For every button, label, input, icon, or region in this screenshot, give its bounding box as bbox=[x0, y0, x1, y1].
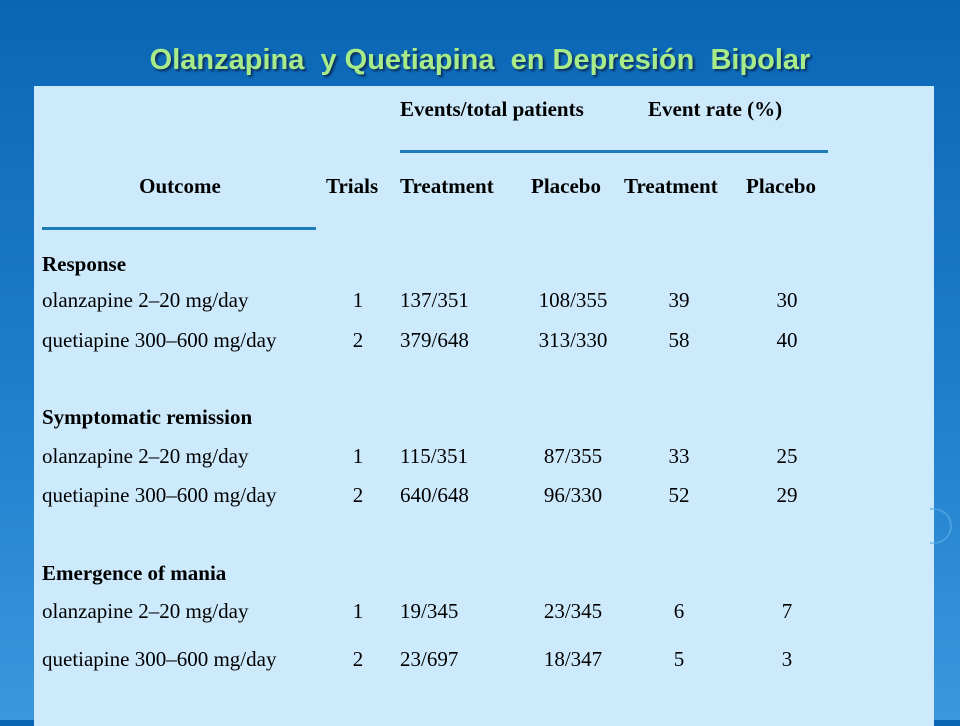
col-header-events-placebo: Placebo bbox=[531, 174, 601, 198]
group-header-rate: Event rate (%) bbox=[648, 97, 783, 121]
row-events-placebo: 96/330 bbox=[543, 483, 603, 507]
row-outcome: olanzapine 2–20 mg/day bbox=[42, 444, 249, 468]
row-rate-placebo: 30 bbox=[776, 288, 798, 312]
row-rate-placebo: 25 bbox=[776, 444, 798, 468]
row-rate-treatment: 58 bbox=[668, 328, 690, 352]
row-trials: 2 bbox=[352, 647, 364, 671]
table-panel bbox=[34, 86, 934, 726]
row-trials: 2 bbox=[352, 328, 364, 352]
row-rate-placebo: 29 bbox=[776, 483, 798, 507]
row-rate-placebo: 7 bbox=[781, 599, 793, 623]
row-trials: 1 bbox=[352, 599, 364, 623]
row-trials: 1 bbox=[352, 444, 364, 468]
row-events-placebo: 313/330 bbox=[538, 328, 608, 352]
decorative-arc-icon bbox=[930, 508, 952, 544]
section-label-response: Response bbox=[42, 252, 127, 276]
group-header-events: Events/total patients bbox=[400, 97, 584, 121]
col-header-events-treatment: Treatment bbox=[400, 174, 494, 198]
row-events-treatment: 23/697 bbox=[400, 647, 459, 671]
header-rule-events bbox=[400, 150, 828, 153]
row-rate-treatment: 6 bbox=[673, 599, 685, 623]
slide-title: Olanzapina y Quetiapina en Depresión Bipolar bbox=[149, 44, 811, 76]
row-rate-treatment: 39 bbox=[668, 288, 690, 312]
header-rule-outcome bbox=[42, 227, 316, 230]
row-events-treatment: 19/345 bbox=[400, 599, 459, 623]
row-outcome: quetiapine 300–600 mg/day bbox=[42, 483, 277, 507]
row-events-placebo: 18/347 bbox=[543, 647, 603, 671]
row-outcome: olanzapine 2–20 mg/day bbox=[42, 599, 249, 623]
row-outcome: quetiapine 300–600 mg/day bbox=[42, 328, 277, 352]
row-rate-treatment: 5 bbox=[673, 647, 685, 671]
row-outcome: olanzapine 2–20 mg/day bbox=[42, 288, 249, 312]
row-events-treatment: 115/351 bbox=[400, 444, 469, 468]
row-events-treatment: 379/648 bbox=[400, 328, 469, 352]
row-rate-placebo: 3 bbox=[781, 647, 793, 671]
row-events-placebo: 23/345 bbox=[543, 599, 603, 623]
row-outcome: quetiapine 300–600 mg/day bbox=[42, 647, 277, 671]
col-header-outcome: Outcome bbox=[139, 174, 221, 198]
row-events-placebo: 87/355 bbox=[543, 444, 603, 468]
row-rate-treatment: 52 bbox=[668, 483, 690, 507]
section-label-emergence-of-mania: Emergence of mania bbox=[42, 561, 227, 585]
row-rate-placebo: 40 bbox=[776, 328, 798, 352]
col-header-trials: Trials bbox=[326, 174, 379, 198]
row-trials: 1 bbox=[352, 288, 364, 312]
col-header-rate-treatment: Treatment bbox=[624, 174, 718, 198]
col-header-rate-placebo: Placebo bbox=[746, 174, 816, 198]
row-trials: 2 bbox=[352, 483, 364, 507]
row-rate-treatment: 33 bbox=[668, 444, 690, 468]
section-label-symptomatic-remission: Symptomatic remission bbox=[42, 405, 253, 429]
row-events-placebo: 108/355 bbox=[538, 288, 608, 312]
row-events-treatment: 137/351 bbox=[400, 288, 469, 312]
row-events-treatment: 640/648 bbox=[400, 483, 469, 507]
